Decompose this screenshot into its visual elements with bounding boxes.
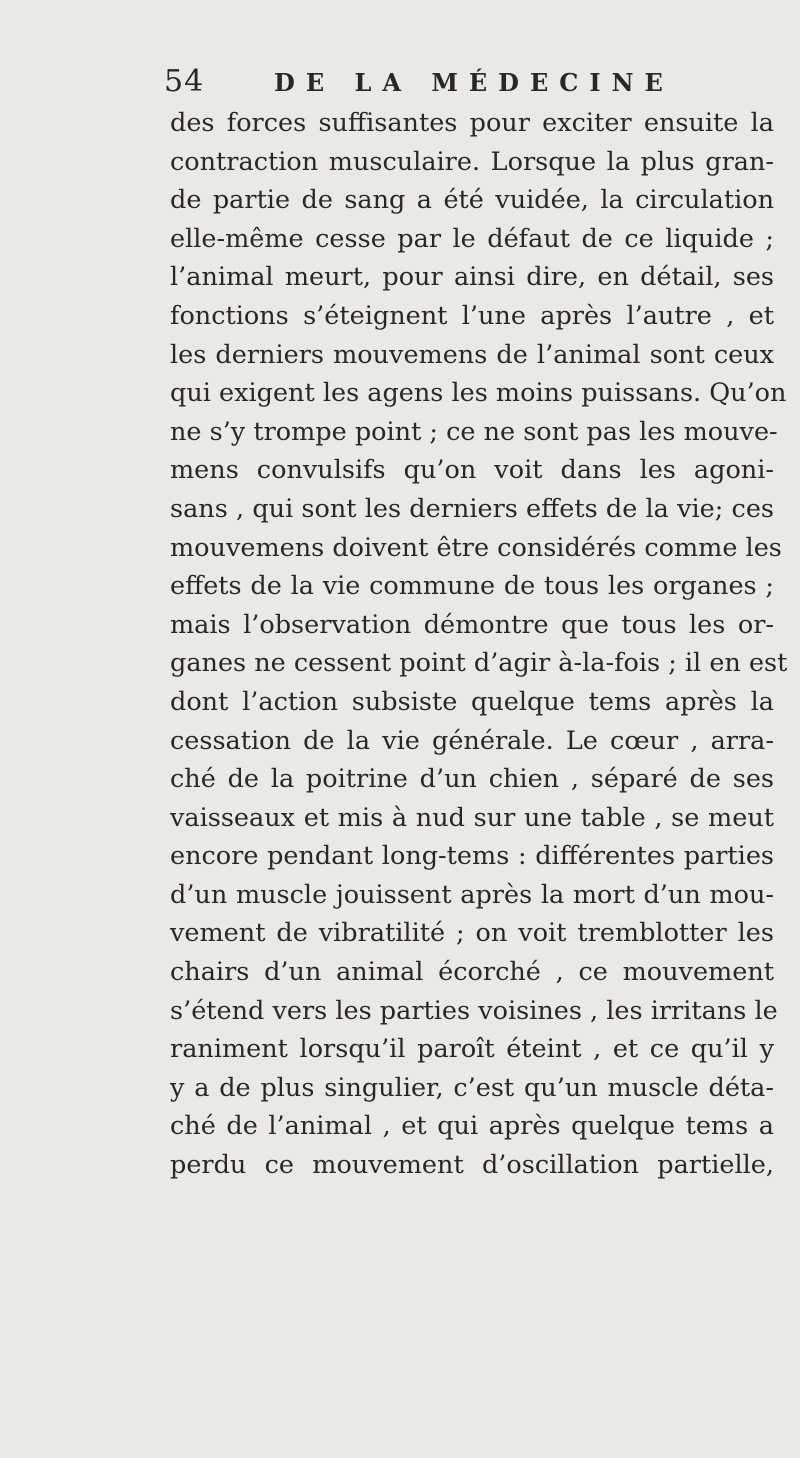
text-line: fonctions s’éteignent l’une après l’autre , et	[170, 300, 774, 331]
page-number: 54	[164, 64, 205, 99]
text-line: effets de la vie commune de tous les organes ;	[170, 571, 774, 602]
text-line: y a de plus singulier, c’est qu’un muscle déta-	[170, 1072, 774, 1103]
text-line: qui exigent les agens les moins puissans. Qu’on	[170, 378, 787, 409]
text-line: les derniers mouvemens de l’animal sont ceux	[170, 339, 774, 370]
text-line: encore pendant long-tems : différentes parties	[170, 841, 774, 872]
text-line: vement de vibratilité ; on voit tremblotter les	[170, 918, 774, 949]
text-line: sans , qui sont les derniers effets de la vie; ces	[170, 493, 774, 524]
text-line: cessation de la vie générale. Le cœur , arra-	[170, 725, 774, 756]
text-line: vaisseaux et mis à nud sur une table , se meut	[170, 802, 774, 833]
text-line: perdu ce mouvement d’oscillation partielle,	[170, 1150, 774, 1181]
running-head	[164, 64, 724, 104]
text-line: mais l’observation démontre que tous les or-	[170, 609, 774, 640]
text-line: ché de l’animal , et qui après quelque tems a	[170, 1111, 774, 1142]
text-line: chairs d’un animal écorché , ce mouvement	[170, 957, 774, 988]
text-line: elle-même cesse par le défaut de ce liquide ;	[170, 223, 774, 254]
text-line: s’étend vers les parties voisines , les irritans le	[170, 995, 778, 1026]
running-title: DE LA MÉDECINE	[274, 68, 674, 97]
body-text	[170, 104, 788, 1185]
text-line: ne s’y trompe point ; ce ne sont pas les mouve-	[170, 416, 778, 447]
text-line: dont l’action subsiste quelque tems après la	[170, 686, 774, 717]
text-line: des forces suffisantes pour exciter ensuite la	[170, 108, 774, 138]
text-line: mouvemens doivent être considérés comme les	[170, 532, 782, 563]
text-line: mens convulsifs qu’on voit dans les agoni-	[170, 455, 774, 486]
text-line: contraction musculaire. Lorsque la plus gran-	[170, 146, 774, 177]
text-line: ché de la poitrine d’un chien , séparé de ses	[170, 764, 774, 795]
text-line: l’animal meurt, pour ainsi dire, en détail, ses	[170, 262, 774, 293]
text-line: raniment lorsqu’il paroît éteint , et ce qu’il y	[170, 1034, 774, 1065]
text-line: de partie de sang a été vuidée, la circulation	[170, 185, 774, 216]
text-line: ganes ne cessent point d’agir à-la-fois ; il en est	[170, 648, 788, 679]
text-line: d’un muscle jouissent après la mort d’un mou-	[170, 879, 774, 910]
